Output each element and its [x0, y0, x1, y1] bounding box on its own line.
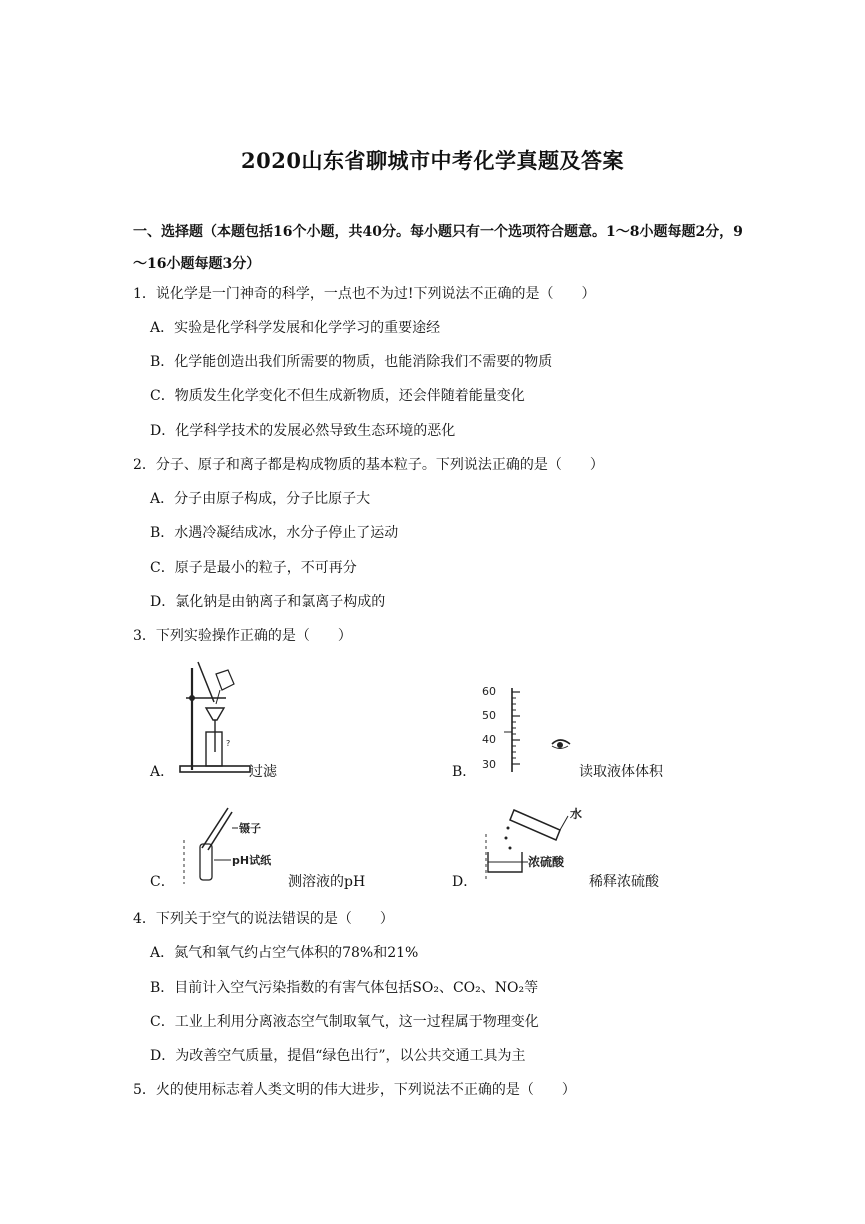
question-1-option-b: B．化学能创造出我们所需要的物质，也能消除我们不需要的物质 [150, 354, 553, 370]
question-2-option-b: B．水遇冷凝结成冰，水分子停止了运动 [150, 525, 399, 541]
question-2-option-a: A．分子由原子构成，分子比原子大 [150, 491, 371, 507]
graduated-cylinder-diagram [482, 682, 582, 776]
question-4-stem: 4．下列关于空气的说法错误的是（ ） [133, 911, 394, 927]
question-1-option-c: C．物质发生化学变化不但生成新物质，还会伴随着能量变化 [150, 388, 525, 404]
figure-b-caption: 读取液体体积 [579, 764, 663, 780]
page-title: 2020山东省聊城市中考化学真题及答案 [241, 148, 624, 173]
water-label: 水 [570, 807, 583, 821]
question-3-stem: 3．下列实验操作正确的是（ ） [133, 628, 352, 644]
ph-paper-label: pH试纸 [232, 854, 272, 867]
question-2-option-d: D．氯化钠是由钠离子和氯离子构成的 [150, 594, 386, 610]
question-2-option-c: C．原子是最小的粒子，不可再分 [150, 560, 357, 576]
figure-d-caption: 稀释浓硫酸 [589, 874, 659, 890]
scale-label-60: 60 [482, 685, 496, 698]
figure-b-letter: B． [452, 764, 477, 780]
ph-test-diagram [176, 800, 291, 890]
figure-a-letter: A． [150, 764, 175, 780]
question-1-stem: 1．说化学是一门神奇的科学，一点也不为过!下列说法不正确的是（ ） [133, 286, 596, 302]
question-2-stem: 2．分子、原子和离子都是构成物质的基本粒子。下列说法正确的是（ ） [133, 457, 604, 473]
scale-label-30: 30 [482, 758, 496, 771]
question-4-option-d: D．为改善空气质量，提倡“绿色出行”，以公共交通工具为主 [150, 1048, 526, 1064]
dilution-diagram [478, 800, 593, 886]
tweezers-label: 镊子 [239, 822, 261, 835]
question-4-option-c: C．工业上利用分离液态空气制取氧气，这一过程属于物理变化 [150, 1014, 539, 1030]
figure-c-caption: 测溶液的pH [288, 874, 366, 890]
question-1-option-d: D．化学科学技术的发展必然导致生态环境的恶化 [150, 423, 456, 439]
scale-label-50: 50 [482, 709, 496, 722]
question-4-option-a: A．氮气和氧气约占空气体积的78%和21% [150, 945, 419, 961]
figure-c-letter: C． [150, 874, 175, 890]
sulfuric-acid-label: 浓硫酸 [528, 855, 565, 869]
filtration-diagram [176, 660, 256, 778]
figure-d-letter: D． [452, 874, 478, 890]
question-1-option-a: A．实验是化学科学发展和化学学习的重要途经 [150, 320, 441, 336]
question-4-option-b: B．目前计入空气污染指数的有害气体包括SO₂、CO₂、NO₂等 [150, 980, 539, 996]
section-heading: 一、选择题（本题包括16个小题，共40分。每小题只有一个选项符合题意。1～8小题每题2分，9～16小题每题3分） [133, 224, 743, 272]
svg-text:?: ? [226, 739, 231, 748]
figure-a-caption: 过滤 [249, 764, 277, 780]
question-5-stem: 5．火的使用标志着人类文明的伟大进步，下列说法不正确的是（ ） [133, 1082, 576, 1098]
scale-label-40: 40 [482, 733, 496, 746]
